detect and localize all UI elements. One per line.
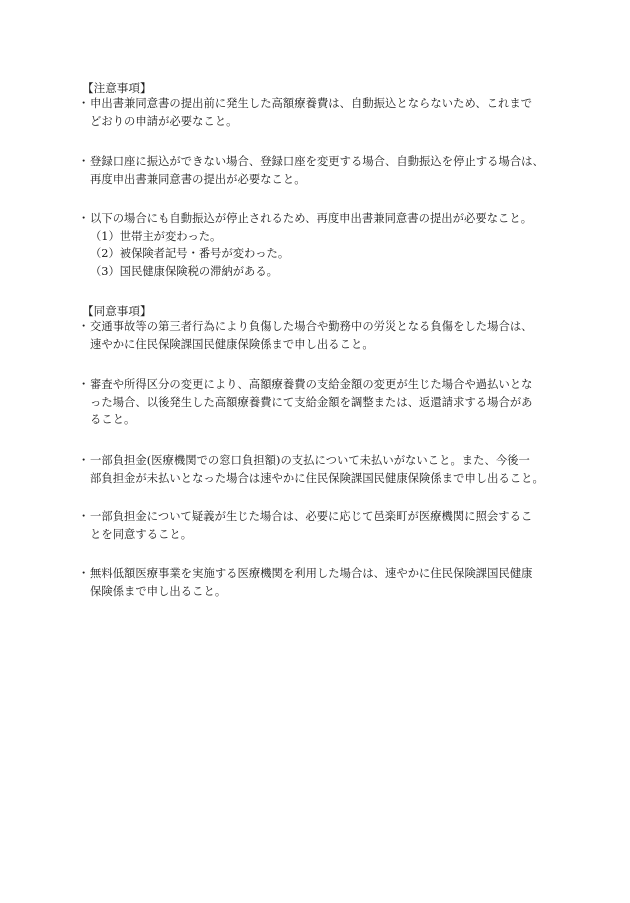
consent-item-5-line-1: ・無料低額医療事業を実施する医療機関を利用した場合は、速やかに住民保険課国民健康 <box>78 565 578 583</box>
notice-item-1 <box>78 95 578 130</box>
notice-subitem-2: （2）被保険者記号・番号が変わった。 <box>90 247 290 261</box>
notice-item-3 <box>78 210 578 280</box>
consent-item-5-line-2: 保険係まで申し出ること。 <box>90 584 227 598</box>
notice-heading: 【注意事項】 <box>82 81 152 95</box>
consent-item-5 <box>78 565 578 600</box>
notice-item-1-line-1: ・申出書兼同意書の提出前に発生した高額療養費は、自動振込とならないため、これまで <box>78 95 578 113</box>
bullet: ・ <box>78 567 90 580</box>
bullet: ・ <box>78 155 90 168</box>
notice-item-2-line-1: ・登録口座に振込ができない場合、登録口座を変更する場合、自動振込を停止する場合は、 <box>78 153 578 171</box>
notice-item-2-line-2: 再度申出書兼同意書の提出が必要なこと。 <box>90 172 306 186</box>
bullet: ・ <box>78 320 90 333</box>
notice-item-1-line-2: どおりの申請が必要なこと。 <box>90 114 238 128</box>
consent-item-1-line-2: 速やかに住民保険課国民健康保険係まで申し出ること。 <box>90 337 374 351</box>
consent-item-4 <box>78 508 578 543</box>
bullet: ・ <box>78 378 90 391</box>
notice-subitem-1: （1）世帯主が変わった。 <box>90 229 222 243</box>
bullet: ・ <box>78 454 90 467</box>
bullet: ・ <box>78 510 90 523</box>
consent-item-4-line-1: ・一部負担金について疑義が生じた場合は、必要に応じて邑楽町が医療機関に照会するこ <box>78 508 578 526</box>
consent-item-3-line-1: ・一部負担金(医療機関での窓口負担額)の支払について未払いがないこと。また、今後一 <box>78 452 578 470</box>
consent-item-2-line-3: ること。 <box>90 413 136 427</box>
consent-item-4-line-2: とを同意すること。 <box>90 527 193 541</box>
consent-item-2 <box>78 376 578 429</box>
notice-subitem-3: （3）国民健康保険税の滞納がある。 <box>90 264 278 278</box>
consent-heading: 【同意事項】 <box>82 304 152 318</box>
consent-item-2-line-2: った場合、以後発生した高額療養費にて支給金額を調整または、返還請求する場合があ <box>90 395 533 409</box>
consent-item-1 <box>78 318 578 353</box>
notice-item-3-line-1: ・以下の場合にも自動振込が停止されるため、再度申出書兼同意書の提出が必要なこと。 <box>78 210 578 228</box>
notice-item-2 <box>78 153 578 188</box>
bullet: ・ <box>78 212 90 225</box>
consent-item-3-line-2: 部負担金が未払いとなった場合は速やかに住民保険課国民健康保険係まで申し出ること。 <box>90 471 544 485</box>
bullet: ・ <box>78 97 90 110</box>
consent-item-2-line-1: ・審査や所得区分の変更により、高額療養費の支給金額の変更が生じた場合や過払いとな <box>78 376 578 394</box>
consent-item-3 <box>78 452 578 487</box>
consent-item-1-line-1: ・交通事故等の第三者行為により負傷した場合や勤務中の労災となる負傷をした場合は、 <box>78 318 578 336</box>
